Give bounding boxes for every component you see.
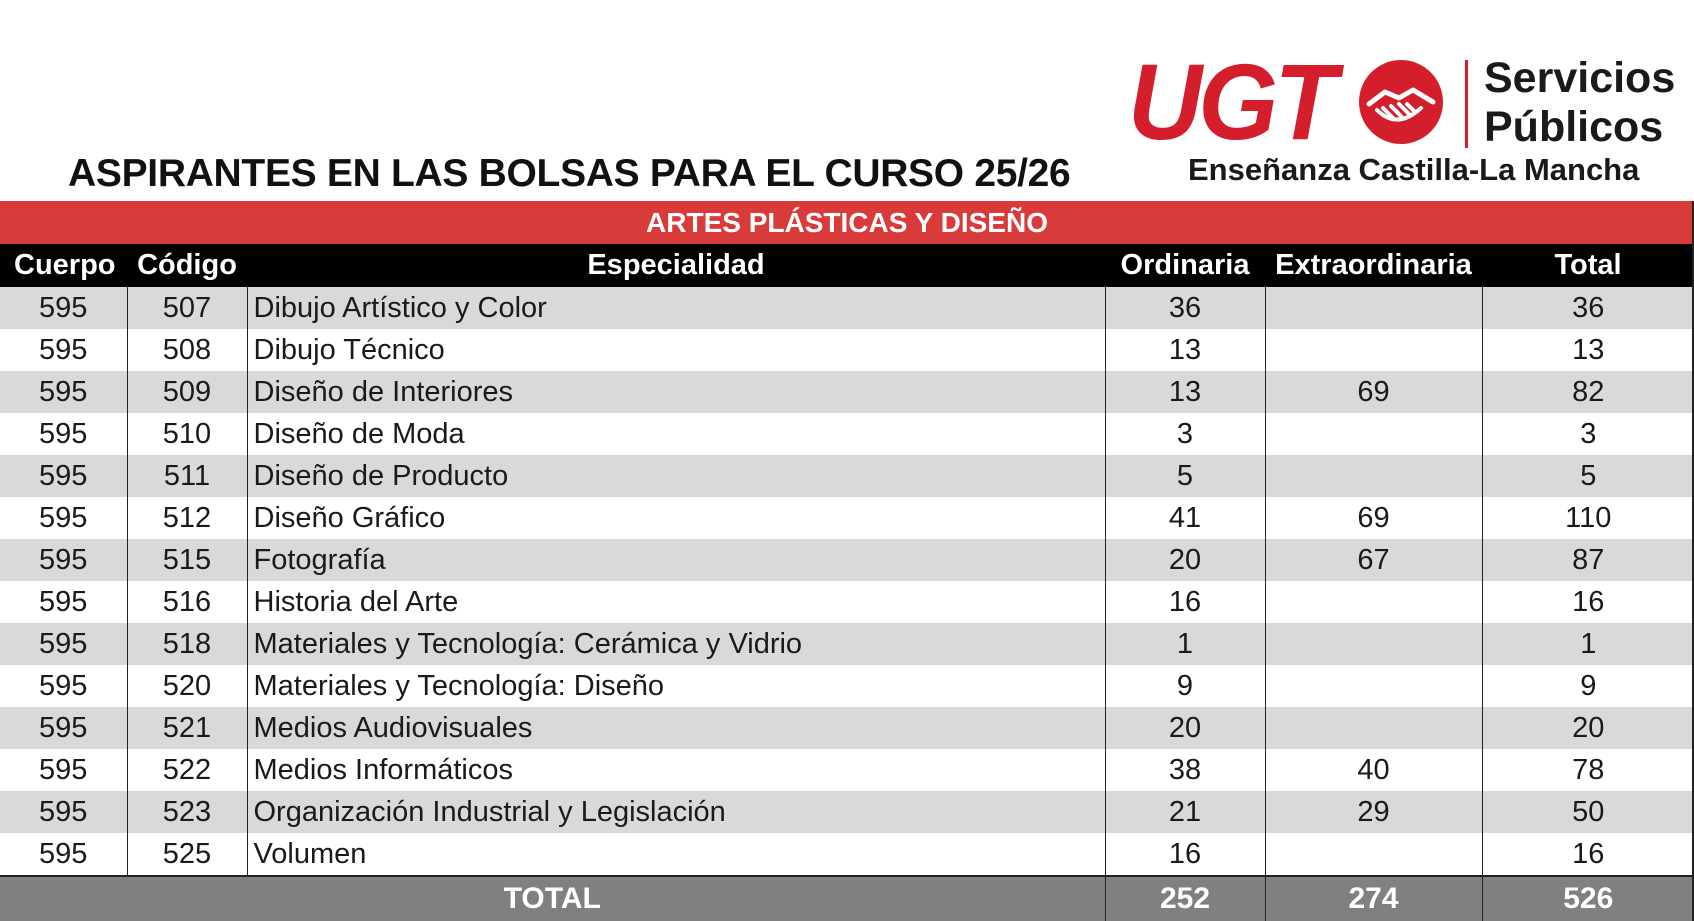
cell-cuerpo: 595: [0, 791, 127, 833]
handshake-icon: [1357, 58, 1445, 146]
cell-extraordinaria: 40: [1265, 749, 1482, 791]
cell-especialidad: Volumen: [247, 833, 1105, 876]
col-header-especialidad: Especialidad: [247, 244, 1105, 287]
column-header-row: [0, 244, 1694, 287]
cell-ordinaria: 41: [1105, 497, 1265, 539]
cell-especialidad: Diseño de Interiores: [247, 371, 1105, 413]
table-row: [0, 581, 1694, 623]
cell-extraordinaria: [1265, 833, 1482, 876]
table-row: [0, 665, 1694, 707]
cell-codigo: 515: [127, 539, 247, 581]
cell-extraordinaria: [1265, 581, 1482, 623]
cell-codigo: 510: [127, 413, 247, 455]
cell-extraordinaria: [1265, 287, 1482, 329]
cell-especialidad: Dibujo Técnico: [247, 329, 1105, 371]
cell-codigo: 516: [127, 581, 247, 623]
totals-total: 526: [1482, 876, 1694, 921]
col-header-cuerpo: Cuerpo: [0, 244, 127, 287]
table-row: [0, 497, 1694, 539]
cell-ordinaria: 9: [1105, 665, 1265, 707]
cell-ordinaria: 16: [1105, 833, 1265, 876]
ugt-logo: [1120, 41, 1680, 192]
cell-cuerpo: 595: [0, 707, 127, 749]
cell-extraordinaria: [1265, 329, 1482, 371]
cell-especialidad: Materiales y Tecnología: Cerámica y Vidrio: [247, 623, 1105, 665]
cell-ordinaria: 3: [1105, 413, 1265, 455]
cell-ordinaria: 13: [1105, 371, 1265, 413]
cell-extraordinaria: [1265, 413, 1482, 455]
logo-services-line2: Públicos: [1484, 103, 1664, 151]
cell-total: 16: [1482, 833, 1694, 876]
cell-total: 3: [1482, 413, 1694, 455]
cell-codigo: 508: [127, 329, 247, 371]
cell-extraordinaria: 67: [1265, 539, 1482, 581]
cell-ordinaria: 5: [1105, 455, 1265, 497]
cell-total: 110: [1482, 497, 1694, 539]
cell-ordinaria: 16: [1105, 581, 1265, 623]
cell-codigo: 518: [127, 623, 247, 665]
cell-codigo: 509: [127, 371, 247, 413]
cell-ordinaria: 36: [1105, 287, 1265, 329]
cell-ordinaria: 1: [1105, 623, 1265, 665]
table-row: [0, 371, 1694, 413]
cell-total: 50: [1482, 791, 1694, 833]
cell-total: 1: [1482, 623, 1694, 665]
cell-especialidad: Diseño Gráfico: [247, 497, 1105, 539]
cell-total: 9: [1482, 665, 1694, 707]
cell-cuerpo: 595: [0, 287, 127, 329]
cell-ordinaria: 21: [1105, 791, 1265, 833]
totals-row: [0, 876, 1694, 921]
col-header-total: Total: [1482, 244, 1694, 287]
cell-cuerpo: 595: [0, 581, 127, 623]
cell-especialidad: Organización Industrial y Legislación: [247, 791, 1105, 833]
cell-ordinaria: 20: [1105, 707, 1265, 749]
table-row: [0, 329, 1694, 371]
cell-extraordinaria: 69: [1265, 371, 1482, 413]
cell-total: 36: [1482, 287, 1694, 329]
col-header-extraordinaria: Extraordinaria: [1265, 244, 1482, 287]
col-header-ordinaria: Ordinaria: [1105, 244, 1265, 287]
cell-extraordinaria: [1265, 665, 1482, 707]
cell-total: 82: [1482, 371, 1694, 413]
logo-services-text: [1484, 54, 1675, 152]
cell-ordinaria: 13: [1105, 329, 1265, 371]
cell-extraordinaria: [1265, 623, 1482, 665]
totals-label: TOTAL: [0, 876, 1105, 921]
cell-codigo: 525: [127, 833, 247, 876]
cell-especialidad: Diseño de Moda: [247, 413, 1105, 455]
cell-total: 13: [1482, 329, 1694, 371]
cell-codigo: 522: [127, 749, 247, 791]
cell-extraordinaria: [1265, 707, 1482, 749]
table-row: [0, 791, 1694, 833]
aspirantes-table: [0, 201, 1694, 921]
cell-total: 5: [1482, 455, 1694, 497]
cell-especialidad: Historia del Arte: [247, 581, 1105, 623]
cell-extraordinaria: 69: [1265, 497, 1482, 539]
cell-codigo: 512: [127, 497, 247, 539]
cell-cuerpo: 595: [0, 749, 127, 791]
totals-extraordinaria: 274: [1265, 876, 1482, 921]
cell-cuerpo: 595: [0, 665, 127, 707]
cell-codigo: 521: [127, 707, 247, 749]
table-row: [0, 749, 1694, 791]
cell-codigo: 507: [127, 287, 247, 329]
section-header-row: [0, 201, 1694, 244]
cell-cuerpo: 595: [0, 371, 127, 413]
cell-especialidad: Dibujo Artístico y Color: [247, 287, 1105, 329]
table-row: [0, 287, 1694, 329]
cell-codigo: 511: [127, 455, 247, 497]
section-title: ARTES PLÁSTICAS Y DISEÑO: [0, 201, 1694, 244]
col-header-codigo: Código: [127, 244, 247, 287]
cell-cuerpo: 595: [0, 455, 127, 497]
cell-cuerpo: 595: [0, 497, 127, 539]
table-row: [0, 833, 1694, 876]
table-body: [0, 287, 1694, 876]
cell-especialidad: Medios Informáticos: [247, 749, 1105, 791]
cell-codigo: 523: [127, 791, 247, 833]
logo-divider: [1465, 60, 1468, 148]
cell-especialidad: Diseño de Producto: [247, 455, 1105, 497]
table-row: [0, 413, 1694, 455]
table-row: [0, 455, 1694, 497]
table-row: [0, 539, 1694, 581]
cell-extraordinaria: [1265, 455, 1482, 497]
cell-cuerpo: 595: [0, 539, 127, 581]
cell-cuerpo: 595: [0, 413, 127, 455]
page-title: ASPIRANTES EN LAS BOLSAS PARA EL CURSO 25/26: [68, 152, 1071, 195]
cell-cuerpo: 595: [0, 329, 127, 371]
cell-cuerpo: 595: [0, 833, 127, 876]
totals-ordinaria: 252: [1105, 876, 1265, 921]
cell-especialidad: Materiales y Tecnología: Diseño: [247, 665, 1105, 707]
logo-subtitle: Enseñanza Castilla-La Mancha: [1188, 152, 1640, 187]
cell-ordinaria: 20: [1105, 539, 1265, 581]
cell-total: 16: [1482, 581, 1694, 623]
cell-cuerpo: 595: [0, 623, 127, 665]
table-row: [0, 707, 1694, 749]
cell-codigo: 520: [127, 665, 247, 707]
table-row: [0, 623, 1694, 665]
cell-total: 78: [1482, 749, 1694, 791]
logo-services-line1: Servicios: [1484, 54, 1676, 102]
cell-total: 20: [1482, 707, 1694, 749]
cell-extraordinaria: 29: [1265, 791, 1482, 833]
cell-especialidad: Medios Audiovisuales: [247, 707, 1105, 749]
cell-ordinaria: 38: [1105, 749, 1265, 791]
cell-total: 87: [1482, 539, 1694, 581]
cell-especialidad: Fotografía: [247, 539, 1105, 581]
logo-brand-text: UGT: [1128, 41, 1334, 162]
